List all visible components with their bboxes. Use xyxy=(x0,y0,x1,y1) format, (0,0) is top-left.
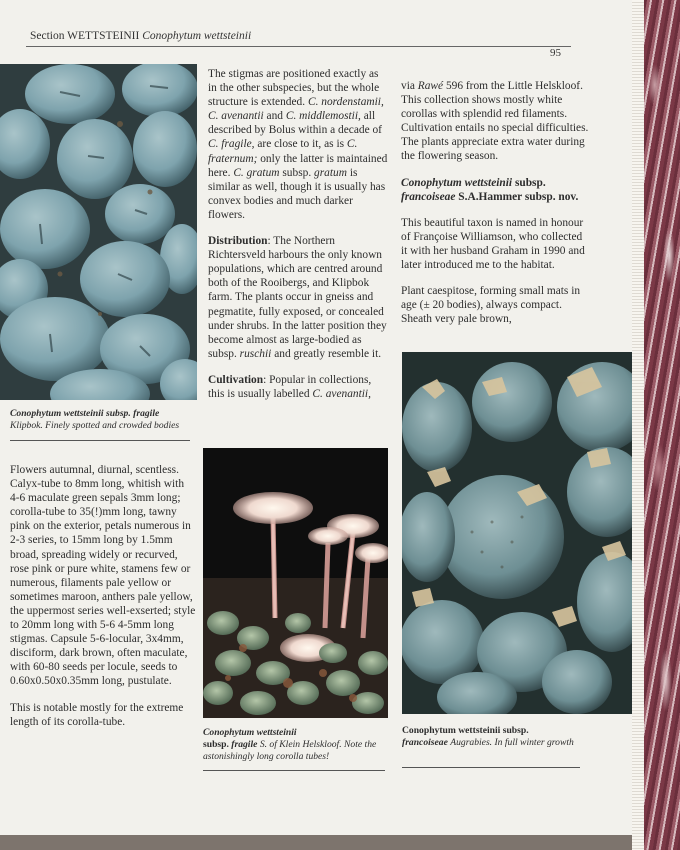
photo-fragile-flowers xyxy=(203,448,388,718)
text-column-3 xyxy=(401,79,591,338)
photo-fragile-plants-graphic xyxy=(0,64,197,400)
caption-fragile-flowers: Conophytum wettsteinii subsp. fragile S. of Klein Helskloof. Note the astonishingly long corolla tubes! xyxy=(203,727,377,762)
text-column-2 xyxy=(208,67,390,413)
photo-francoiseae-plants xyxy=(402,352,644,714)
caption-rule xyxy=(402,767,580,768)
section-label: Section WETTSTEINII xyxy=(30,30,140,42)
cultivation-heading: Cultivation xyxy=(208,373,264,386)
caption-francoiseae: Conophytum wettsteinii subsp. francoiseae Augrabies. In full winter growth xyxy=(402,725,574,748)
plant-description: Plant caespitose, forming small mats in age (± 20 bodies), always compact. Sheath very pale brown, xyxy=(401,285,581,326)
stigma-paragraph: The stigmas are positioned exactly as in the other subspecies, but the whole structure is extended. C. nordenstamii, C. avenantii and C. middlemostii, all described by Bolus within a decade of C. fragile, are close to it, as is C. fraternum; only the latter is maintained here. C. gratum subsp. gratum is similar as well, though it is usually has convex bodies and much darker flowers. xyxy=(208,68,388,221)
text-column-1 xyxy=(10,463,196,741)
page-number: 95 xyxy=(550,47,561,59)
section-species: Conophytum wettsteinii xyxy=(142,30,252,42)
page-edges xyxy=(632,0,644,850)
photo-fragile-plants xyxy=(0,64,197,400)
francoiseae-heading: Conophytum wettsteinii subsp. francoiseae S.A.Hammer subsp. nov. xyxy=(401,176,579,203)
flower-description: Flowers autumnal, diurnal, scentless. Calyx-tube to 8mm long, whitish with 4-6 maculate green sepals 3mm long; corolla-tube to 35(!)mm long, tawny pink on the exterior, petals numerous in 2-3 series, to 15mm long by 1.5mm broad, spreading widely or recurved, rose pink or pure white, stamens few or numerous, filaments pale yellow or sometimes maroon, anthers pale yellow, the uppermost series well-exserted; style to 20mm long with 5-6 4-5mm long stigmas. Capsule 5-6-locular, 3x4mm, disciform, dark brown, often maculate, with 60-80 seeds per locule, seeds to 0.60x0.50x0.35mm long, pustulate. xyxy=(10,464,196,688)
caption-title: Conophytum wettsteinii subsp. fragile xyxy=(10,408,160,419)
caption-desc: Klipbok. Finely spotted and crowded bodies xyxy=(10,420,180,431)
distribution-paragraph: Distribution: The Northern Richtersveld harbours the only known populations, which are centred around both of the Rooibergs, and Klipbok farm. The plants occur in gneiss and pegmatite, fully exposed, or concealed under shrubs. In the latter position they become almost as large-bodied as subsp. ruschii and greatly resemble it. xyxy=(208,235,387,360)
honour-paragraph: This beautiful taxon is named in honour of Françoise Williamson, who collected it with her husband Graham in 1990 and later introduced me to the habitat. xyxy=(401,216,585,272)
corolla-note: This is notable mostly for the extreme length of its corolla-tube. xyxy=(10,701,184,728)
photo-francoiseae-plants-graphic xyxy=(402,352,644,714)
rawe-paragraph: via Rawé 596 from the Little Helskloof. This collection shows mostly white corollas with splendid red filaments. Cultivation entails no special difficulties. The plants appreciate extra water during the flowering season. xyxy=(401,80,589,163)
distribution-heading: Distribution xyxy=(208,235,268,248)
cultivation-paragraph: Cultivation: Popular in collections, this is usually labelled C. avenantii, xyxy=(208,373,372,400)
caption-rule xyxy=(203,770,385,771)
caption-rule xyxy=(10,440,190,441)
caption-fragile-plants xyxy=(10,408,200,432)
header-rule xyxy=(26,46,571,47)
photo-fragile-flowers-graphic xyxy=(203,448,388,718)
marbled-cover xyxy=(644,0,680,850)
running-header xyxy=(30,30,251,42)
background-surface xyxy=(0,835,632,850)
